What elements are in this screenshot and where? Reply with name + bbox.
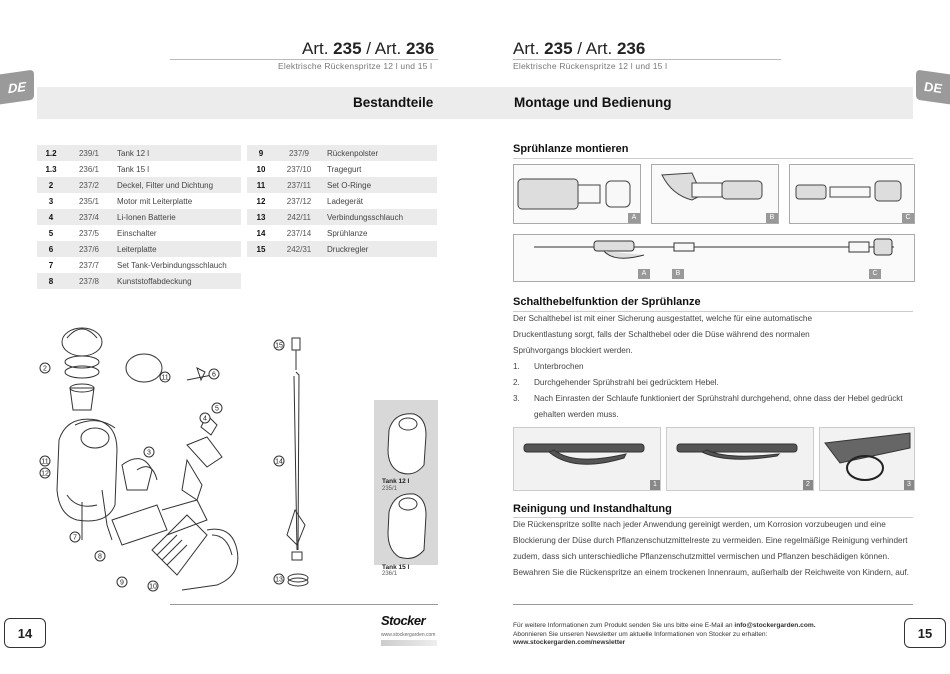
svg-text:9: 9 — [120, 579, 124, 587]
part-name: Set O-Ringe — [323, 177, 437, 193]
title-article-number: 236 — [405, 39, 435, 58]
part-name: Tank 15 l — [117, 164, 150, 174]
tank12-article: 235/1 — [382, 486, 398, 492]
lever-drawing-1 — [514, 428, 660, 490]
heading-spruehlanze-montieren: Sprühlanze montieren — [513, 143, 629, 155]
left-page-title — [302, 39, 434, 59]
part-name: Kunststoffabdeckung — [113, 273, 241, 289]
list-text: Durchgehender Sprühstrahl bei gedrücktem Hebel. — [534, 378, 719, 387]
footer-newsletter-link[interactable]: www.stockergarden.com/newsletter — [513, 639, 626, 646]
heading-schalthebelfunktion: Schalthebelfunktion der Sprühlanze — [513, 296, 701, 308]
parts-row — [37, 225, 241, 241]
footer-divider-left — [170, 604, 438, 605]
article-number: 235/1 — [78, 196, 100, 206]
parts-row — [247, 177, 437, 193]
part-number: 7 — [48, 260, 54, 270]
diagram-callout-6 — [209, 369, 219, 379]
part-number: 13 — [247, 209, 275, 225]
article-number: 237/7 — [78, 260, 100, 270]
divider — [170, 59, 438, 60]
lance-tag-b: B — [672, 269, 684, 279]
article-number: 239/1 — [65, 145, 113, 161]
diagram-callout-12 — [40, 468, 50, 478]
part-name: Verbindungsschlauch — [323, 209, 437, 225]
svg-text:14: 14 — [275, 458, 283, 466]
footer-contact-text: Für weitere Informationen zum Produkt senden Sie uns bitte eine E-Mail an — [513, 622, 735, 629]
parts-row — [247, 193, 437, 209]
list-number: 2. — [513, 378, 520, 387]
list-number: 3. — [513, 394, 520, 403]
parts-row — [247, 145, 437, 161]
list-text: Unterbrochen — [534, 362, 584, 371]
diagram-callout-15 — [274, 340, 284, 350]
tank15-label: Tank 15 l — [382, 564, 410, 571]
paragraph-reinigung: Die Rückenspritze sollte nach jeder Anwendung gereinigt werden, um Korrosion vorzubeugen und eine Blockierung der Düse durch Pflanzenschutzmittelreste zu vermeiden. Eine regelmäßige Reinigung verhindert zudem, dass sich unterschiedliche Pflanzenschutzmittel vermischen und Pflanzen beschädigen können. Bewahren Sie die Rückenspritze an einem trockenen Innenraum, außerhalb der Reichweite von Kindern, auf. — [513, 520, 909, 577]
lance-tag-c: C — [869, 269, 881, 279]
part-name: Motor mit Leiterplatte — [117, 196, 193, 206]
photo-tag-3: 3 — [904, 480, 914, 490]
article-number: 237/5 — [78, 228, 100, 238]
part-name: Tank 12 l — [113, 145, 241, 161]
language-tab-right: DE — [916, 70, 950, 105]
part-name: Deckel, Filter und Dichtung — [113, 177, 241, 193]
diagram-callout-4 — [200, 413, 210, 423]
svg-text:2: 2 — [43, 365, 47, 373]
assembly-drawing-a — [514, 165, 640, 223]
lever-photo-3 — [819, 427, 915, 491]
article-number: 237/8 — [65, 273, 113, 289]
list-item — [513, 375, 913, 391]
logo-gradient-bar — [381, 640, 437, 646]
parts-row — [247, 241, 437, 257]
part-name: Leiterplatte — [113, 241, 241, 257]
parts-row — [37, 145, 241, 161]
assembly-drawing-b — [652, 165, 778, 223]
tank-variants-panel — [374, 400, 438, 571]
article-number: 237/14 — [286, 228, 312, 238]
image-tag-a: A — [628, 213, 640, 223]
lever-photo-2 — [666, 427, 814, 491]
footer-newsletter-text: Abonnieren Sie unseren Newsletter um aktuelle Informationen von Stocker zu erhalten: — [513, 630, 768, 638]
assembly-image-b — [651, 164, 779, 224]
part-number: 6 — [37, 241, 65, 257]
svg-text:5: 5 — [215, 405, 219, 413]
page-number-left: 14 — [4, 618, 46, 648]
divider — [513, 158, 913, 159]
article-number: 237/12 — [286, 196, 312, 206]
diagram-callout-2 — [40, 363, 50, 373]
part-name: Tragegurt — [327, 164, 362, 174]
parts-row — [37, 241, 241, 257]
part-number: 5 — [48, 228, 54, 238]
part-number: 2 — [37, 177, 65, 193]
parts-row — [247, 161, 437, 177]
svg-text:12: 12 — [41, 470, 49, 478]
lever-drawing-3 — [820, 428, 914, 490]
section-title-bestandteile: Bestandteile — [353, 95, 434, 110]
function-list — [513, 359, 913, 423]
part-name: Rückenpolster — [323, 145, 437, 161]
parts-row — [37, 273, 241, 289]
article-number: 237/2 — [65, 177, 113, 193]
stocker-logo: Stocker — [381, 613, 426, 628]
parts-row — [37, 257, 241, 273]
parts-row — [247, 225, 437, 241]
part-number: 1.2 — [37, 145, 65, 161]
lance-overview-drawing — [514, 235, 914, 281]
diagram-callout-11 — [160, 372, 170, 382]
svg-text:4: 4 — [203, 415, 207, 423]
divider — [513, 59, 781, 60]
diagram-callout-9 — [117, 577, 127, 587]
lever-drawing-2 — [667, 428, 813, 490]
assembly-image-c — [789, 164, 915, 224]
svg-text:7: 7 — [73, 534, 77, 542]
list-text: Nach Einrasten der Schlaufe funktioniert der Sprühstrahl durchgehend, ohne dass der Hebel gedrückt gehalten werden muss. — [534, 394, 903, 419]
section-title-montage: Montage und Bedienung — [514, 95, 672, 110]
section-band — [37, 87, 913, 119]
tank15-article: 236/1 — [382, 571, 398, 577]
image-tag-b: B — [766, 213, 778, 223]
part-name: Sprühlanze — [327, 228, 368, 238]
footer-divider-right — [513, 604, 913, 605]
part-number: 1.3 — [45, 164, 57, 174]
left-subtitle: Elektrische Rückenspritze 12 l und 15 l — [278, 61, 433, 71]
part-number: 9 — [247, 145, 275, 161]
diagram-callout-5 — [212, 403, 222, 413]
article-number: 237/9 — [275, 145, 323, 161]
diagram-callout-3 — [144, 447, 154, 457]
parts-table-2 — [247, 145, 437, 257]
title-prefix: Art. — [302, 39, 334, 58]
lance-tag-a: A — [638, 269, 650, 279]
image-tag-c: C — [902, 213, 914, 223]
part-number: 14 — [256, 228, 266, 238]
title-article-number: 235 — [544, 39, 573, 58]
svg-text:13: 13 — [275, 576, 283, 584]
spray-lance-diagram — [270, 330, 330, 600]
parts-row — [247, 209, 437, 225]
diagram-callout-14 — [274, 456, 284, 466]
svg-text:15: 15 — [275, 342, 283, 350]
article-number: 237/6 — [65, 241, 113, 257]
part-number: 10 — [256, 164, 266, 174]
parts-row — [37, 177, 241, 193]
article-number: 237/11 — [275, 177, 323, 193]
article-number: 242/31 — [275, 241, 323, 257]
list-item — [513, 359, 913, 375]
parts-row — [37, 209, 241, 225]
list-item — [513, 391, 913, 423]
svg-text:8: 8 — [98, 553, 102, 561]
title-prefix: Art. — [513, 39, 545, 58]
page-number-right: 15 — [904, 618, 946, 648]
article-number: 237/10 — [286, 164, 312, 174]
footer-contact — [513, 622, 893, 648]
svg-text:6: 6 — [212, 371, 216, 379]
right-subtitle: Elektrische Rückenspritze 12 l und 15 l — [513, 61, 668, 71]
part-name: Einschalter — [117, 228, 157, 238]
svg-text:10: 10 — [149, 583, 157, 591]
diagram-callout-8 — [95, 551, 105, 561]
tank12-label: Tank 12 l — [382, 478, 410, 485]
part-number: 12 — [256, 196, 266, 206]
diagram-callout-7 — [70, 532, 80, 542]
part-name: Set Tank-Verbindungsschlauch — [117, 260, 227, 270]
title-separator: / Art. — [361, 39, 406, 58]
language-tab-left: DE — [0, 70, 34, 105]
heading-reinigung: Reinigung und Instandhaltung — [513, 503, 672, 515]
article-number: 242/11 — [275, 209, 323, 225]
parts-table-1 — [37, 145, 241, 289]
title-article-number: 235 — [333, 39, 362, 58]
part-number: 8 — [37, 273, 65, 289]
title-article-number: 236 — [616, 39, 646, 58]
diagram-callout-10 — [148, 581, 158, 591]
photo-tag-1: 1 — [650, 480, 660, 490]
paragraph-schalthebel: Der Schalthebel ist mit einer Sicherung ausgestattet, welche für eine automatische Druckentlastung sorgt, falls der Schalthebel oder die Düse während des normalen Sprühvorgangs blockiert werden. — [513, 314, 813, 355]
stocker-url: www.stockergarden.com — [381, 632, 436, 638]
article-number: 237/4 — [65, 209, 113, 225]
assembly-drawing-c — [790, 165, 914, 223]
parts-row — [37, 193, 241, 209]
diagram-callout-11b — [40, 456, 50, 466]
part-number: 4 — [37, 209, 65, 225]
part-number: 11 — [247, 177, 275, 193]
svg-text:11: 11 — [41, 458, 49, 466]
title-separator: / Art. — [572, 39, 617, 58]
right-page-title — [513, 39, 645, 59]
diagram-callout-13 — [274, 574, 284, 584]
part-number: 3 — [48, 196, 54, 206]
list-number: 1. — [513, 362, 520, 371]
part-name: Ladegerät — [327, 196, 364, 206]
parts-row — [37, 161, 241, 177]
part-name: Druckregler — [323, 241, 437, 257]
svg-text:11: 11 — [161, 374, 169, 382]
assembly-image-a — [513, 164, 641, 224]
svg-text:3: 3 — [147, 449, 151, 457]
part-name: Li-Ionen Batterie — [113, 209, 241, 225]
article-number: 236/1 — [78, 164, 100, 174]
lever-photo-1 — [513, 427, 661, 491]
part-number: 15 — [247, 241, 275, 257]
footer-email-link[interactable]: info@stockergarden.com. — [734, 622, 816, 629]
lance-overview-image — [513, 234, 915, 282]
photo-tag-2: 2 — [803, 480, 813, 490]
